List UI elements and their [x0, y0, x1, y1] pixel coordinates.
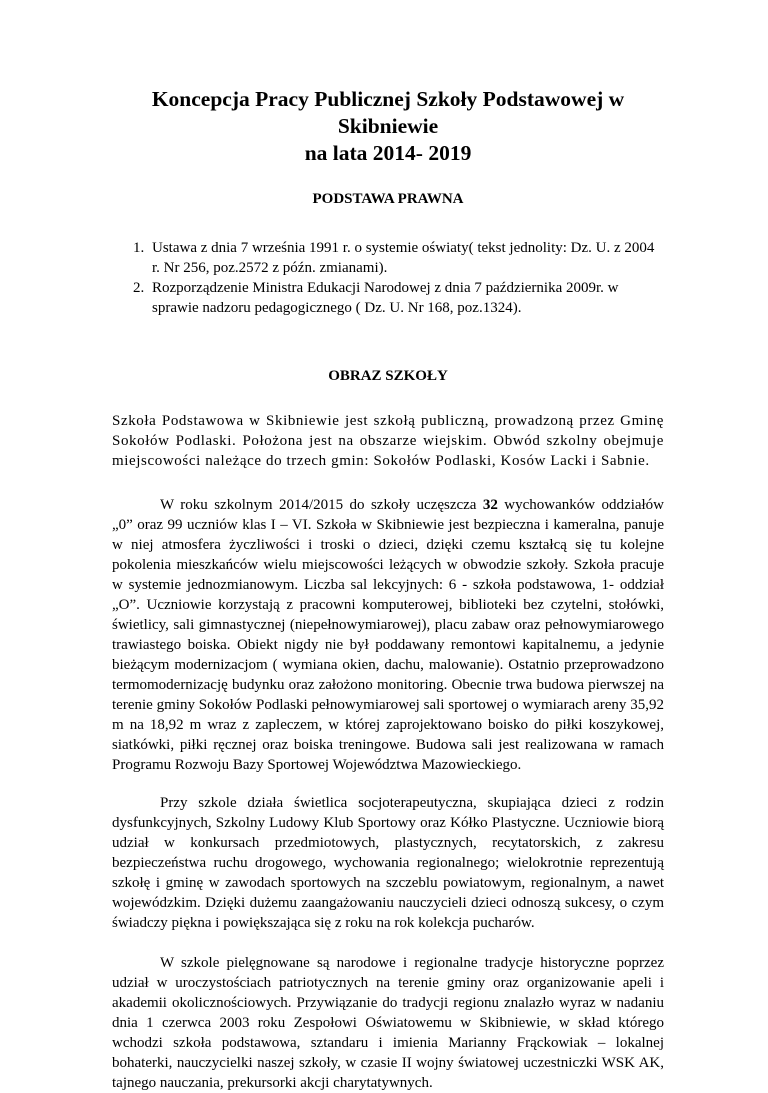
school-picture-heading: OBRAZ SZKOŁY: [328, 368, 448, 384]
legal-basis-list: [112, 238, 664, 318]
traditions-paragraph: W szkole pielęgnowane są narodowe i regionalne tradycje historyczne poprzez udział w uroczystościach patriotycznych na terenie gminy oraz organizowanie apeli i akademii okolicznościowych. Przywiązanie do tradycji regionu znalazło wyraz w nadaniu dnia 1 czerwca 2003 roku Zespołowi Oświatowemu w Skibniewie, w skład którego wchodzi szkoła podstawowa, sztandaru i imienia Marianny Frąckowiak – lokalnej bohaterki, nauczycielki naszej szkoły, w czasie II wojny światowej uczestniczki WSK AK, tajnego nauczania, prekursorki akcji charytatywnych.: [112, 955, 664, 1091]
intro-paragraph: Szkoła Podstawowa w Skibniewie jest szkołą publiczną, prowadzoną przez Gminę Sokołów Podlaski. Położona jest na obszarze wiejskim. Obwód szkolny obejmuje miejscowości należące do trzech gmin: Sokołów Podlaski, Kosów Lacki i Sabnie.: [112, 413, 664, 469]
pupil-count: 32: [482, 497, 498, 513]
school-facilities-paragraph: [112, 495, 664, 775]
legal-basis-item: 1. Ustawa z dnia 7 września 1991 r. o systemie oświaty( tekst jednolity: Dz. U. z 2004 r. Nr 256, poz.2572 z późn. zmianami).: [148, 238, 664, 278]
legal-basis-item: 2. Rozporządzenie Ministra Edukacji Narodowej z dnia 7 października 2009r. w sprawie nadzoru pedagogicznego ( Dz. U. Nr 168, poz.1324).: [148, 278, 664, 318]
title-line-2: na lata 2014- 2019: [304, 141, 472, 165]
title-line-1: Koncepcja Pracy Publicznej Szkoły Podstawowej w Skibniewie: [151, 87, 625, 138]
paragraph-text: W roku szkolnym 2014/2015 do szkoły uczęszcza: [160, 497, 483, 513]
document-title: [112, 0, 664, 167]
activities-paragraph: Przy szkole działa świetlica socjoterapeutyczna, skupiająca dzieci z rodzin dysfunkcyjnych, Szkolny Ludowy Klub Sportowy oraz Kółko Plastyczne. Uczniowie biorą udział w konkursach przedmiotowych, plastycznych, recytatorskich, z zakresu bezpieczeństwa ruchu drogowego, wychowania regionalnego; wielokrotnie reprezentują szkołę i gminę w zawodach sportowych na szczeblu powiatowym, regionalnym, a nawet wojewódzkim. Dzięki dużemu zaangażowaniu nauczycieli dzieci odnoszą sukcesy, o czym świadczy piękna i powiększająca się z roku na rok kolekcja pucharów.: [112, 795, 664, 931]
legal-basis-heading: PODSTAWA PRAWNA: [312, 191, 464, 207]
paragraph-text: wychowanków oddziałów „0” oraz 99 uczniów klas I – VI. Szkoła w Skibniewie jest bezpieczna i kameralna, panuje w niej atmosfera życzliwości i troski o dzieci, dzięki czemu kształcą się tu kolejne pokolenia mieszkańców wielu miejscowości leżących w obwodzie szkoły. Szkoła pracuje w systemie jednozmianowym. Liczba sal lekcyjnych: 6 - szkoła podstawowa, 1- oddział „O”. Uczniowie korzystają z pracowni komputerowej, biblioteki bez czytelni, stołówki, świetlicy, sali gimnastycznej (niepełnowymiarowej), placu zabaw oraz pełnowymiarowego trawiastego boiska. Obiekt nigdy nie był poddawany remontowi kapitalnemu, a jedynie bieżącym modernizacjom ( wymiana okien, dachu, malowanie). Ostatnio przeprowadzono termomodernizację budynku oraz założono monitoring. Obecnie trwa budowa pierwszej na terenie gminy Sokołów Podlaski pełnowymiarowej sali sportowej o wymiarach areny 35,92 m na 18,92 m wraz z zapleczem, w której zaprojektowano boisko do piłki koszykowej, siatkówki, piłki ręcznej oraz boiska treningowe. Budowa sali jest realizowana w ramach Programu Rozwoju Bazy Sportowej Województwa Mazowieckiego.: [112, 497, 665, 773]
